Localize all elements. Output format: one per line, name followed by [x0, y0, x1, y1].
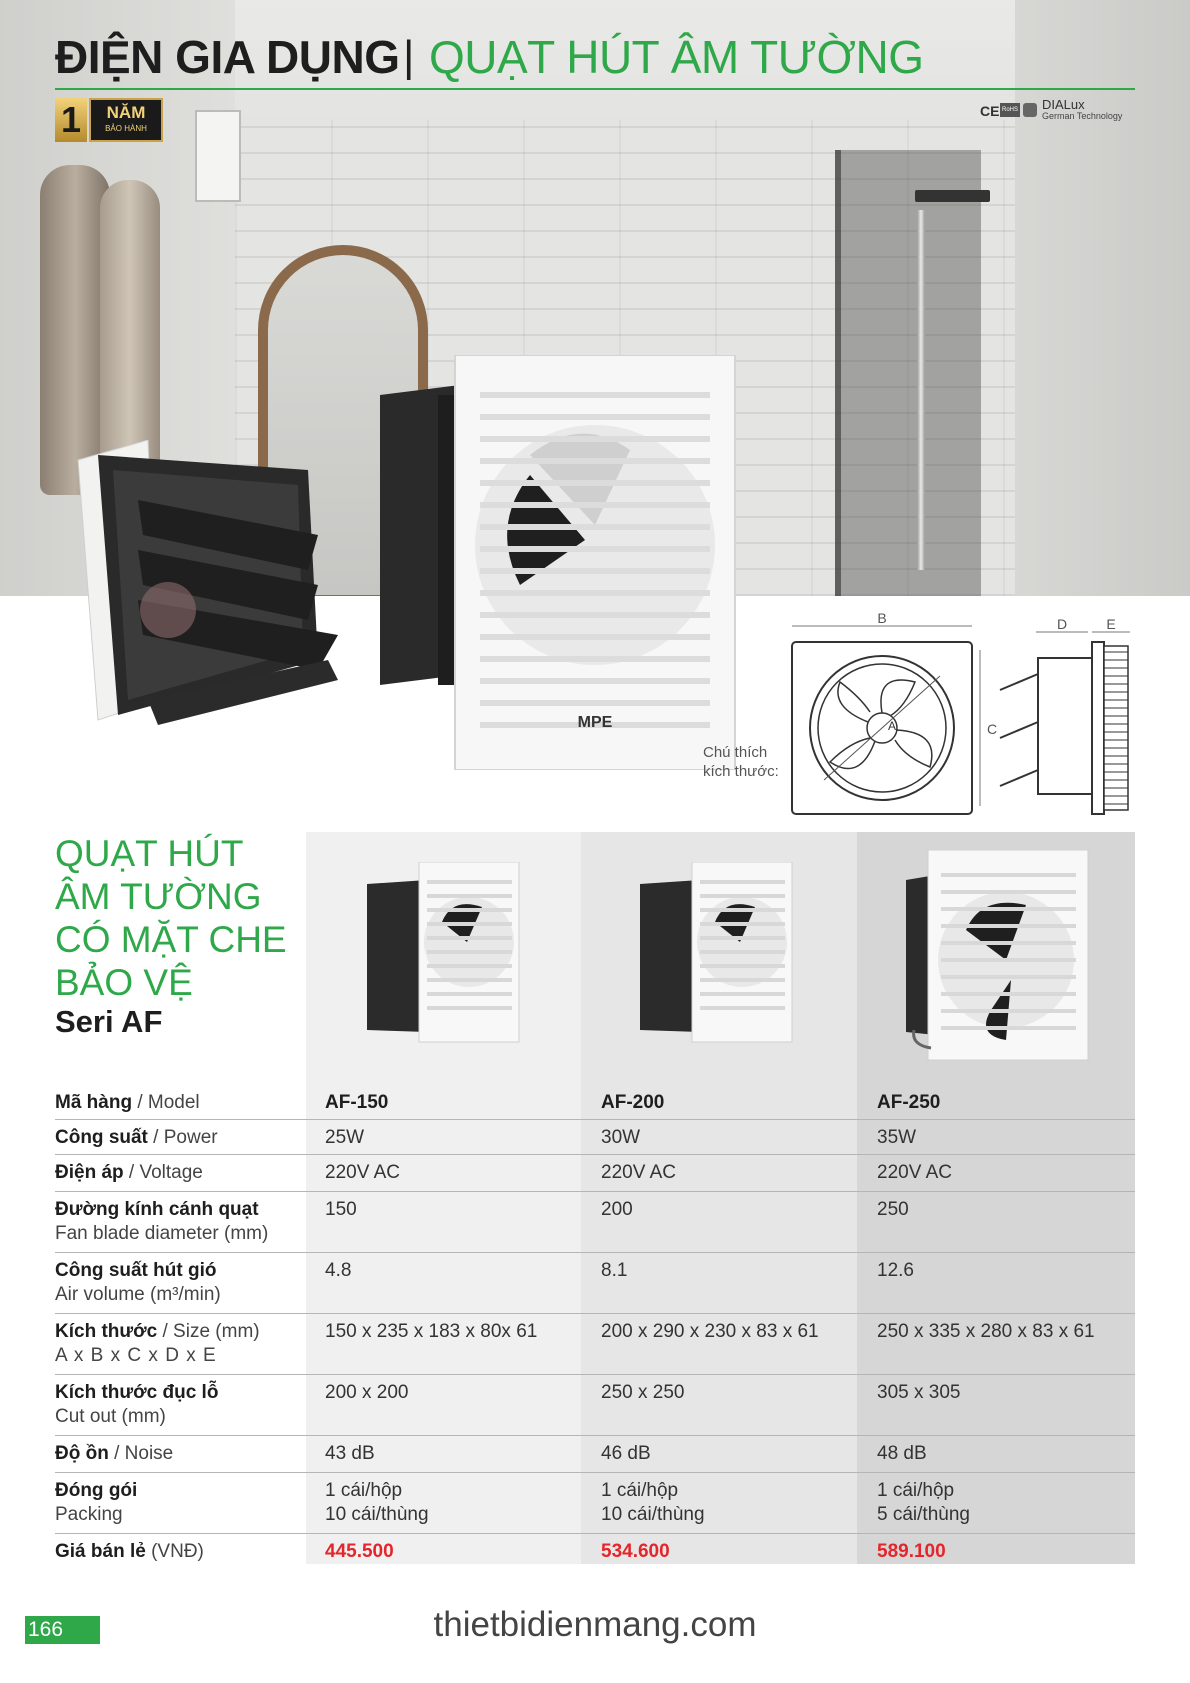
title-separator: | — [403, 32, 415, 81]
model-af250: AF-250 — [877, 1092, 941, 1113]
price-af250: 589.100 — [877, 1541, 946, 1562]
row-label: Độ ồn / Noise — [55, 1443, 174, 1464]
table-row-voltage — [55, 1155, 1135, 1192]
spec-table — [55, 1085, 1135, 1570]
cell-value: 1 cái/hộp 10 cái/thùng — [325, 1480, 429, 1525]
cell-value: 150 — [325, 1199, 357, 1220]
warranty-number: 1 — [55, 98, 87, 142]
cell-value: 25W — [325, 1127, 365, 1148]
cell-value: 220V AC — [877, 1162, 952, 1183]
price-af150: 445.500 — [325, 1541, 394, 1562]
product-title — [55, 832, 287, 1004]
hero-fan-brand: MPE — [577, 714, 613, 731]
warranty-sublabel: BẢO HÀNH — [105, 124, 147, 133]
dialux-logo: DIALux — [1042, 97, 1085, 112]
table-row-packing — [55, 1473, 1135, 1534]
row-label: Công suất hút gió Air volume (m³/min) — [55, 1260, 221, 1305]
hero-wall-fan — [195, 110, 241, 202]
table-row-price — [55, 1534, 1135, 1570]
cell-value: 4.8 — [325, 1260, 352, 1281]
warranty-label: NĂM — [106, 103, 146, 122]
title-underline — [55, 88, 1135, 90]
dimension-note — [703, 743, 779, 781]
cell-value: 1 cái/hộp 5 cái/thùng — [877, 1480, 970, 1525]
row-label: Đóng gói Packing — [55, 1480, 138, 1525]
certification-logos — [980, 97, 1135, 125]
cell-value: 48 dB — [877, 1443, 927, 1464]
dim-label-e: E — [1106, 616, 1116, 632]
cell-value: 200 x 200 — [325, 1382, 409, 1403]
row-label: Kích thước / Size (mm) A x B x C x D x E — [55, 1321, 260, 1366]
ce-mark-icon: CE — [980, 103, 1000, 119]
hero-shower-pipe — [917, 210, 925, 570]
table-row-air-volume — [55, 1253, 1135, 1314]
model-af150: AF-150 — [325, 1092, 389, 1113]
dimension-note-line1: Chú thích — [703, 744, 768, 761]
cell-value: 200 x 290 x 230 x 83 x 61 — [601, 1321, 819, 1342]
cell-value: 43 dB — [325, 1443, 375, 1464]
hero-glass-panel — [841, 150, 981, 596]
website-watermark: thietbidienmang.com — [433, 1605, 757, 1644]
warranty-label-box — [89, 98, 163, 142]
row-label: Điện áp / Voltage — [55, 1162, 203, 1183]
dim-label-b: B — [877, 612, 887, 626]
table-row-cut-out — [55, 1375, 1135, 1436]
table-row-size — [55, 1314, 1135, 1375]
row-label: Công suất / Power — [55, 1127, 218, 1148]
cell-value: 250 x 250 — [601, 1382, 685, 1403]
dimension-note-line2: kích thước: — [703, 763, 779, 780]
table-row-model — [55, 1085, 1135, 1120]
cell-value: 1 cái/hộp 10 cái/thùng — [601, 1480, 705, 1525]
af200-thumbnail-icon — [640, 862, 800, 1052]
row-label: Giá bán lẻ (VNĐ) — [55, 1541, 204, 1562]
product-title-line: ÂM TƯỜNG — [55, 876, 262, 917]
cell-value: 220V AC — [325, 1162, 400, 1183]
table-row-power — [55, 1120, 1135, 1155]
row-label: Đường kính cánh quạt Fan blade diameter (mm) — [55, 1199, 269, 1244]
hero-fan-angled-icon — [58, 440, 358, 730]
model-af200: AF-200 — [601, 1092, 665, 1113]
page-title-main: ĐIỆN GIA DỤNG — [55, 31, 400, 83]
warranty-badge — [55, 98, 163, 142]
row-label: Mã hàng / Model — [55, 1092, 200, 1113]
product-title-line: CÓ MẶT CHE — [55, 919, 287, 960]
cell-value: 8.1 — [601, 1260, 628, 1281]
cell-value: 200 — [601, 1199, 633, 1220]
cell-value: 250 — [877, 1199, 909, 1220]
cell-value: 305 x 305 — [877, 1382, 961, 1403]
page-header — [55, 30, 1135, 90]
cell-value: 150 x 235 x 183 x 80x 61 — [325, 1321, 538, 1342]
product-series: Seri AF — [55, 1004, 163, 1039]
cell-value: 250 x 335 x 280 x 83 x 61 — [877, 1321, 1095, 1342]
cell-value: 12.6 — [877, 1260, 914, 1281]
cell-value: 35W — [877, 1127, 917, 1148]
cell-value: 30W — [601, 1127, 641, 1148]
af150-thumbnail-icon — [367, 862, 527, 1052]
hero-towel-2 — [100, 180, 160, 480]
cell-value: 220V AC — [601, 1162, 676, 1183]
dimension-diagram — [700, 612, 1140, 817]
row-label: Kích thước đục lỗ Cut out (mm) — [55, 1382, 219, 1427]
german-technology-label: German Technology — [1042, 111, 1123, 121]
cell-value: 46 dB — [601, 1443, 651, 1464]
dim-label-d: D — [1056, 616, 1068, 632]
page-title-sub: QUẠT HÚT ÂM TƯỜNG — [429, 31, 924, 83]
table-row-fan-diameter — [55, 1192, 1135, 1253]
table-row-noise — [55, 1436, 1135, 1473]
page-number: 166 — [25, 1616, 100, 1644]
dim-label-c: C — [987, 721, 998, 737]
price-af200: 534.600 — [601, 1541, 670, 1562]
product-title-line: QUẠT HÚT — [55, 833, 244, 874]
rohs-icon: RoHS — [1000, 103, 1020, 117]
af250-thumbnail-icon — [906, 850, 1096, 1070]
eco-leaf-icon — [1023, 103, 1037, 117]
product-title-line: BẢO VỆ — [55, 962, 193, 1003]
hero-fan-main-icon — [380, 355, 740, 770]
dim-label-a: A — [888, 719, 897, 733]
hero-shower-head — [915, 190, 990, 202]
